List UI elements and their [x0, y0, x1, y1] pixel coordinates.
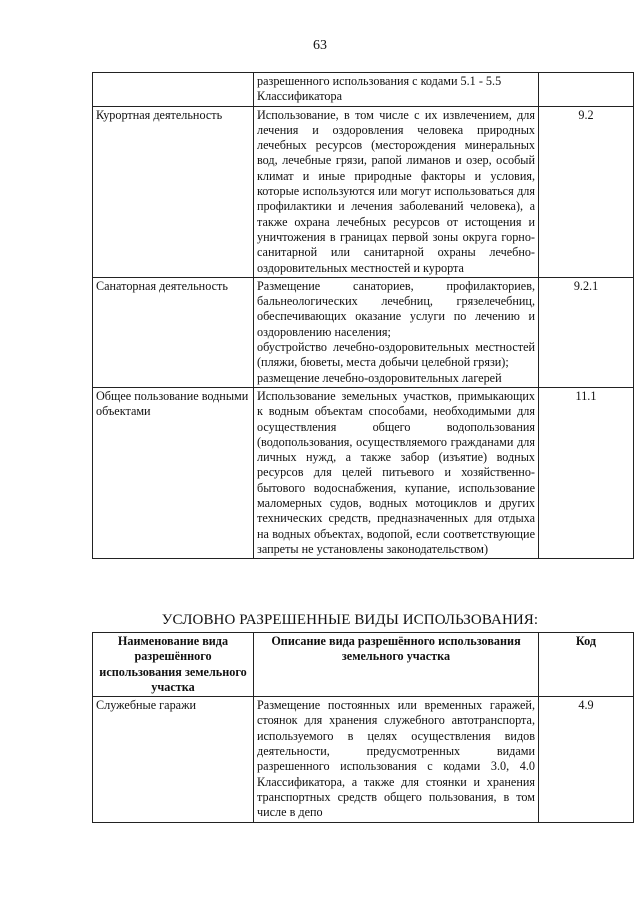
- use-description-cell: [254, 73, 539, 107]
- table-row: [93, 73, 634, 107]
- description-line: Размещение санаториев, профилакториев, бальнеологических лечебниц, грязелечебниц, обеспечивающих оказание услуги по лечению и оздоровлению населения;: [257, 278, 535, 339]
- table-row: [93, 387, 634, 558]
- use-code-cell: 9.2.1: [539, 277, 634, 387]
- use-description-cell: [254, 277, 539, 387]
- description-line: Использование, в том числе с их извлечением, для лечения и оздоровления человека природных лечебных ресурсов (месторождения минеральных вод, лечебные грязи, рапой лиманов и озер, особый климат и иные природные факторы и условия, которые используются или могут использоваться для профилактики и лечения заболеваний человека), а также охрана лечебных ресурсов от истощения и уничтожения в границах первой зоны округа горно-санитарной или санитарной охраны лечебно-оздоровительных местностей и курорта: [257, 107, 535, 275]
- land-use-table-conditional: [92, 632, 634, 823]
- use-name-cell: Служебные гаражи: [93, 697, 254, 822]
- use-code-cell: 4.9: [539, 697, 634, 822]
- use-name-cell: Общее пользование водными объектами: [93, 387, 254, 558]
- table-row: [93, 106, 634, 277]
- section-heading: УСЛОВНО РАЗРЕШЕННЫЕ ВИДЫ ИСПОЛЬЗОВАНИЯ:: [161, 612, 539, 628]
- header-name: Наименование вида разрешённого использования земельного участка: [93, 633, 254, 697]
- description-line: Размещение постоянных или временных гаражей, стоянок для хранения служебного автотранспорта, используемого в целях осуществления видов деятельности, предусмотренных видами разрешенного использования с кодами 3.0, 4.0 Классификатора, а также для стоянки и хранения транспортных средств общего пользования, в том числе в депо: [257, 698, 535, 820]
- table-row: [93, 697, 634, 822]
- description-line: Классификатора: [257, 89, 342, 104]
- use-name-cell: [93, 73, 254, 107]
- description-line: размещение лечебно-оздоровительных лагерей: [257, 370, 502, 385]
- description-line: Использование земельных участков, примыкающих к водным объектам способами, необходимыми для осуществления общего водопользования (водопользования, осуществляемого гражданами для личных нужд, а также забор (изъятие) водных ресурсов для целей питьевого и хозяйственно-бытового водоснабжения, купание, использование маломерных судов, водных мотоциклов и других технических средств, предназначенных для отдыха на водных объектах, водопой, если соответствующие запреты не установлены законодательством): [257, 388, 535, 556]
- use-name-cell: Курортная деятельность: [93, 106, 254, 277]
- use-code-cell: [539, 73, 634, 107]
- use-name-cell: Санаторная деятельность: [93, 277, 254, 387]
- use-description-cell: [254, 106, 539, 277]
- table-header-row: [93, 633, 634, 697]
- header-code: Код: [539, 633, 634, 697]
- land-use-table-main: [92, 72, 634, 559]
- use-description-cell: [254, 697, 539, 822]
- header-description: Описание вида разрешённого использования земельного участка: [254, 633, 539, 697]
- description-line: обустройство лечебно-оздоровительных местностей (пляжи, бюветы, места добычи целебной грязи);: [257, 340, 535, 370]
- table-row: [93, 277, 634, 387]
- page-number: 63: [313, 38, 327, 53]
- use-code-cell: 11.1: [539, 387, 634, 558]
- use-code-cell: 9.2: [539, 106, 634, 277]
- use-description-cell: [254, 387, 539, 558]
- description-line: разрешенного использования с кодами 5.1 - 5.5: [257, 74, 502, 88]
